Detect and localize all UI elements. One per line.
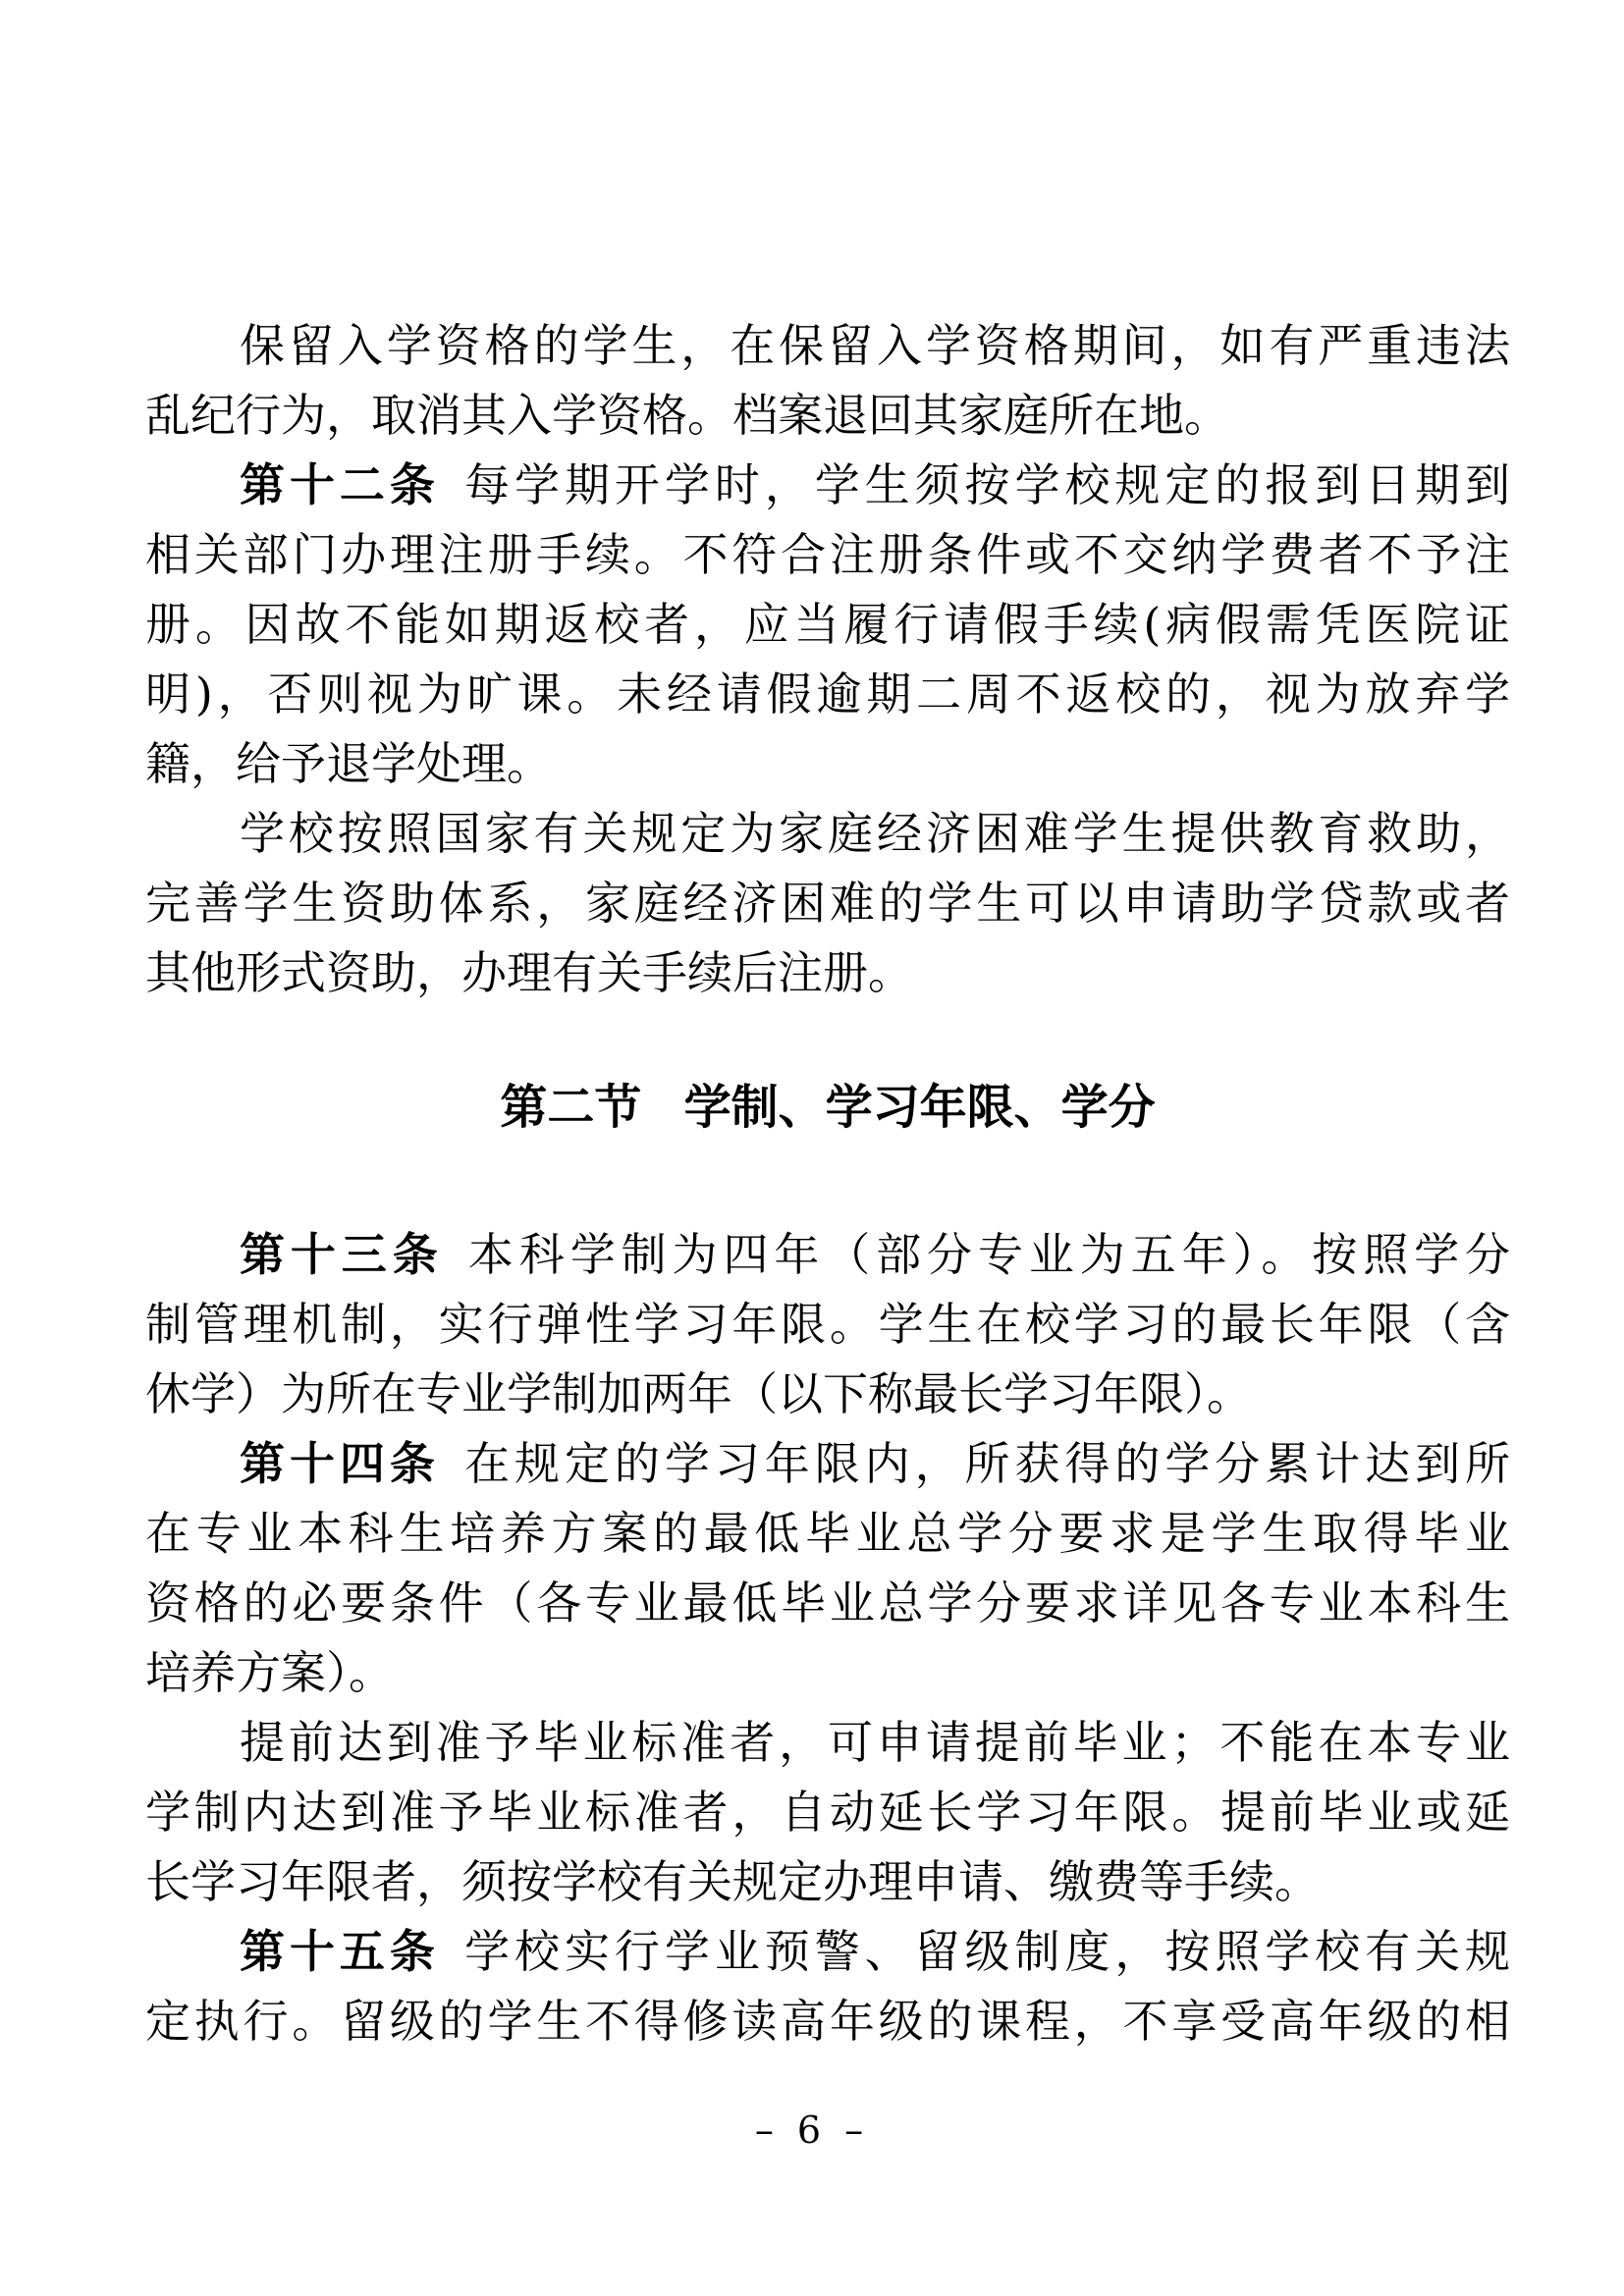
paragraph-line [145,1987,1510,2056]
article-12-label: 第十二条 [240,458,440,511]
paragraph-line [145,1220,1510,1290]
line-text: 明)，否则视为旷课。未经请假逾期二周不返校的，视为放弃学 [145,667,1510,721]
paragraph-line [145,1429,1510,1499]
paragraph-line [145,1499,1510,1569]
line-text: 完善学生资助体系，家庭经济困难的学生可以申请助学贷款或者 [145,877,1510,930]
paragraph-line [145,590,1510,660]
paragraph-line [145,938,1510,1008]
section-title: 学制、学习年限、学分 [683,1080,1156,1135]
line-text: 长学习年限者，须按学校有关规定办理申请、缴费等手续。 [145,1855,1320,1908]
line-text: 提前达到准予毕业标准者，可申请提前毕业；不能在本专业 [240,1716,1510,1769]
line-text: 乱纪行为，取消其入学资格。档案退回其家庭所在地。 [145,389,1229,442]
paragraph-line [145,1778,1510,1847]
paragraph-line [145,311,1510,381]
line-text: 资格的必要条件（各专业最低毕业总学分要求详见各专业本科生 [145,1576,1510,1629]
line-text: 册。因故不能如期返校者，应当履行请假手续(病假需凭医院证 [145,598,1510,651]
paragraph-line [145,1847,1510,1917]
paragraph-line [145,1360,1510,1429]
line-text: 休学）为所在专业学制加两年（以下称最长学习年限）。 [145,1367,1252,1420]
line-text: 其他形式资助，办理有关手续后注册。 [145,946,913,999]
paragraph-line [145,1708,1510,1778]
paragraph-line [145,660,1510,729]
paragraph-line [145,1638,1510,1708]
line-text: 制管理机制，实行弹性学习年限。学生在校学习的最长年限（含 [145,1298,1510,1351]
line-text: 学制内达到准予毕业标准者，自动延长学习年限。提前毕业或延 [145,1786,1510,1839]
line-text: 相关部门办理注册手续。不符合注册条件或不交纳学费者不予注 [145,528,1510,581]
page-footer [0,2107,1624,2154]
section-number: 第二节 [500,1080,642,1135]
line-text: 每学期开学时，学生须按学校规定的报到日期到 [464,458,1511,511]
line-text: 在规定的学习年限内，所获得的学分累计达到所 [464,1437,1511,1490]
line-text: 定执行。留级的学生不得修读高年级的课程，不享受高年级的相 [145,1995,1510,2048]
line-text: 在专业本科生培养方案的最低毕业总学分要求是学生取得毕业 [145,1507,1510,1560]
line-text: 本科学制为四年（部分专业为五年）。按照学分 [467,1228,1511,1281]
article-14-label: 第十四条 [240,1437,440,1490]
paragraph-line [145,799,1510,869]
line-text: 学校按照国家有关规定为家庭经济困难学生提供教育救助， [240,807,1510,860]
article-15-label: 第十五条 [240,1925,440,1978]
paragraph-line [145,869,1510,938]
paragraph-line [145,451,1510,520]
paragraph-line [145,1290,1510,1360]
paragraph-line [145,729,1510,799]
line-text: 学校实行学业预警、留级制度，按照学校有关规 [464,1925,1511,1978]
paragraph-line [145,1569,1510,1638]
section-heading [145,1069,1510,1146]
document-body [145,311,1510,2056]
line-text: 保留入学资格的学生，在保留入学资格期间，如有严重违法 [240,319,1510,372]
page-number: – 6 – [754,2109,870,2152]
article-13-label: 第十三条 [240,1228,444,1281]
paragraph-line [145,520,1510,590]
paragraph-line [145,381,1510,451]
paragraph-line [145,1917,1510,1987]
line-text: 籍，给予退学处理。 [145,737,552,790]
line-text: 培养方案）。 [145,1646,394,1699]
